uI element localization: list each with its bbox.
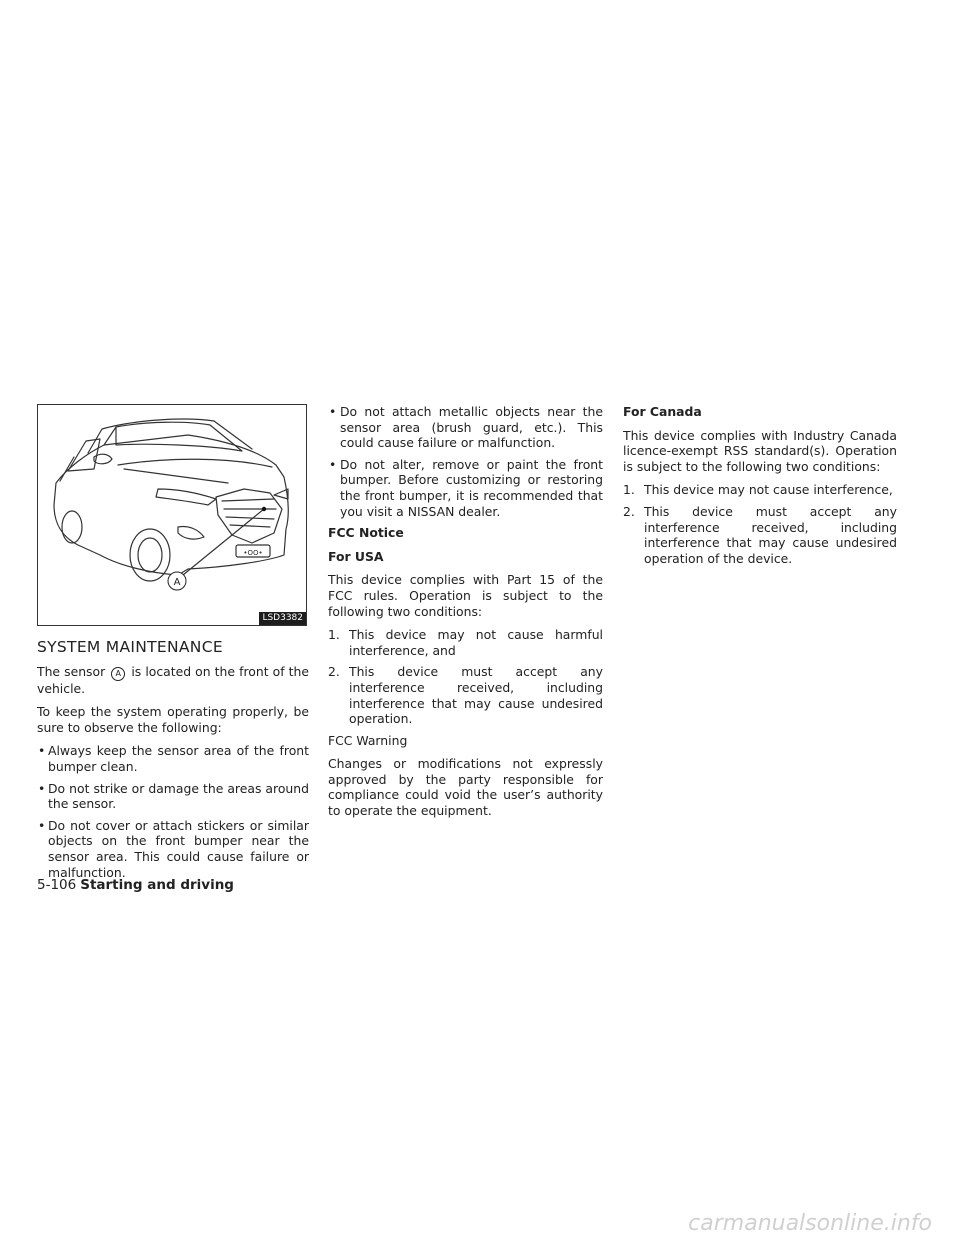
maintenance-bullets-2	[328, 404, 603, 519]
intro-before: The sensor	[37, 663, 106, 679]
list-item: 2. This device must accept any interference received, including interference that may cause undesired operation of the device.	[623, 503, 897, 566]
watermark: carmanualsonline.info	[688, 1211, 932, 1236]
figure-callout-a: A	[173, 577, 181, 588]
canada-heading: For Canada	[623, 404, 702, 419]
svg-text:•OO•: •OO•	[243, 549, 263, 557]
fcc-warning-paragraph: Changes or modifications not expressly approved by the party responsible for compliance could void the user’s authority to operate the equipment.	[328, 756, 603, 819]
list-item: • Do not attach metallic objects near the sensor area (brush guard, etc.). This could cause failure or malfunction.	[328, 404, 603, 451]
vehicle-illustration	[38, 405, 306, 625]
chapter-title: Starting and driving	[80, 877, 234, 893]
usa-conditions	[328, 627, 603, 727]
column-1	[37, 404, 309, 886]
fcc-notice-heading: FCC Notice	[328, 525, 404, 541]
list-item: 1. This device may not cause harmful interference, and	[328, 627, 603, 658]
keep-paragraph: To keep the system operating properly, be sure to observe the following:	[37, 704, 309, 735]
maintenance-bullets-1	[37, 743, 309, 880]
column-2	[328, 404, 603, 827]
section-title: SYSTEM MAINTENANCE	[37, 638, 223, 656]
canada-conditions	[623, 482, 897, 566]
usa-heading: For USA	[328, 548, 384, 564]
figure-code: LSD3382	[259, 612, 306, 625]
list-item: • Do not cover or attach stickers or similar objects on the front bumper near the sensor area. This could cause failure or malfunction.	[37, 818, 309, 880]
page-number: 5-106	[37, 877, 77, 893]
list-item: • Do not strike or damage the areas around the sensor.	[37, 781, 309, 812]
list-item: • Do not alter, remove or paint the front bumper. Before customizing or restoring the front bumper, it is recommended that you visit a NISSAN dealer.	[328, 457, 603, 519]
list-item: 2. This device must accept any interference received, including interference that may cause undesired operation.	[328, 664, 603, 727]
usa-paragraph: This device complies with Part 15 of the FCC rules. Operation is subject to the following two conditions:	[328, 572, 603, 619]
intro-paragraph	[37, 664, 309, 697]
list-item: • Always keep the sensor area of the front bumper clean.	[37, 743, 309, 774]
column-3	[623, 404, 897, 572]
fcc-warning-label: FCC Warning	[328, 732, 408, 748]
intro-after: is located on the front of the vehicle.	[37, 663, 309, 696]
list-item: 1. This device may not cause interference,	[623, 482, 893, 498]
sensor-callout-a: A	[111, 667, 125, 681]
vehicle-sensor-figure	[37, 404, 307, 626]
canada-paragraph: This device complies with Industry Canada licence-exempt RSS standard(s). Operation is subject to the following two conditions:	[623, 427, 897, 474]
page-footer	[37, 877, 234, 893]
